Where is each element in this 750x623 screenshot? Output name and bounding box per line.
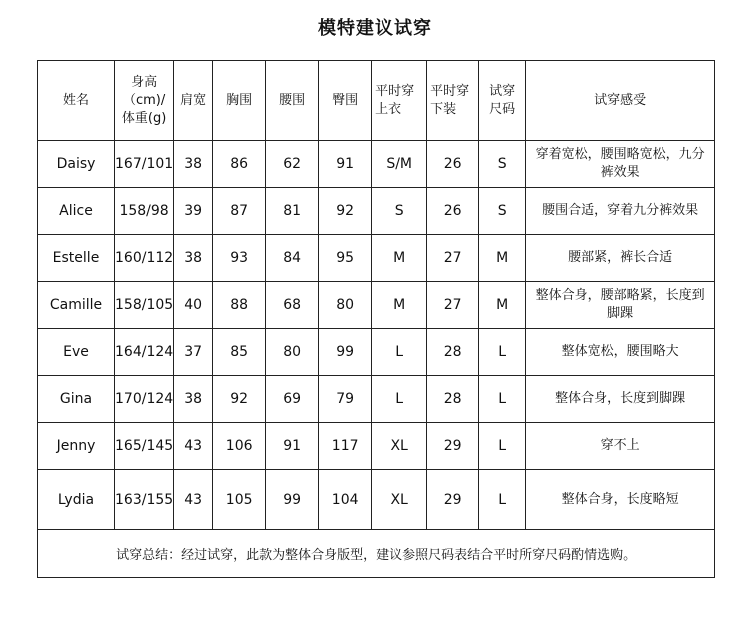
cell-feeling: 整体合身，长度到脚踝 (526, 376, 715, 423)
cell-chest: 105 (213, 470, 266, 530)
cell-shoulder: 37 (174, 329, 213, 376)
summary-text: 试穿总结：经过试穿，此款为整体合身版型，建议参照尺码表结合平时所穿尺码酌情选购。 (38, 530, 715, 578)
cell-shoulder: 38 (174, 141, 213, 188)
cell-hip: 99 (319, 329, 372, 376)
cell-try-size: S (479, 188, 526, 235)
header-usual-top-line1: 平时穿 (375, 83, 415, 99)
cell-usual-bottom: 28 (427, 376, 479, 423)
cell-name: Alice (38, 188, 115, 235)
cell-usual-top: XL (372, 423, 427, 470)
cell-hip: 117 (319, 423, 372, 470)
cell-try-size: L (479, 376, 526, 423)
table-row (38, 376, 715, 423)
cell-try-size: S (479, 141, 526, 188)
cell-usual-bottom: 26 (427, 141, 479, 188)
header-usual-top (372, 61, 427, 141)
header-usual-bottom-line2: 下装 (430, 101, 457, 117)
table-row (38, 141, 715, 188)
header-height-weight-line2: （cm)/ (122, 92, 166, 108)
cell-shoulder: 43 (174, 470, 213, 530)
cell-try-size: M (479, 235, 526, 282)
cell-usual-top: M (372, 282, 427, 329)
cell-waist: 84 (266, 235, 319, 282)
header-chest: 胸围 (213, 61, 266, 141)
cell-waist: 91 (266, 423, 319, 470)
fit-table (37, 60, 715, 578)
cell-chest: 92 (213, 376, 266, 423)
cell-usual-bottom: 27 (427, 282, 479, 329)
cell-name: Gina (38, 376, 115, 423)
table-row (38, 235, 715, 282)
header-feeling: 试穿感受 (526, 61, 715, 141)
cell-feeling: 穿不上 (526, 423, 715, 470)
header-usual-bottom-line1: 平时穿 (430, 83, 470, 99)
cell-usual-bottom: 27 (427, 235, 479, 282)
header-height-weight-line3: 体重(g) (121, 110, 167, 126)
cell-try-size: L (479, 329, 526, 376)
header-waist: 腰围 (266, 61, 319, 141)
cell-feeling: 腰围合适，穿着九分裤效果 (526, 188, 715, 235)
cell-try-size: L (479, 470, 526, 530)
cell-waist: 68 (266, 282, 319, 329)
cell-height-weight: 167/101 (115, 141, 174, 188)
cell-hip: 104 (319, 470, 372, 530)
cell-height-weight: 158/98 (115, 188, 174, 235)
table-row (38, 188, 715, 235)
cell-chest: 87 (213, 188, 266, 235)
header-try-size-line2: 尺码 (489, 101, 516, 117)
cell-usual-top: S/M (372, 141, 427, 188)
cell-height-weight: 170/124 (115, 376, 174, 423)
header-usual-bottom (427, 61, 479, 141)
cell-usual-bottom: 29 (427, 470, 479, 530)
cell-name: Camille (38, 282, 115, 329)
cell-name: Estelle (38, 235, 115, 282)
cell-height-weight: 165/145 (115, 423, 174, 470)
cell-usual-top: S (372, 188, 427, 235)
cell-feeling: 腰部紧，裤长合适 (526, 235, 715, 282)
table-row (38, 470, 715, 530)
table-row (38, 329, 715, 376)
cell-try-size: L (479, 423, 526, 470)
cell-name: Eve (38, 329, 115, 376)
header-hip: 臀围 (319, 61, 372, 141)
header-height-weight (115, 61, 174, 141)
cell-shoulder: 38 (174, 376, 213, 423)
cell-hip: 92 (319, 188, 372, 235)
cell-name: Jenny (38, 423, 115, 470)
cell-shoulder: 43 (174, 423, 213, 470)
cell-chest: 86 (213, 141, 266, 188)
cell-try-size: M (479, 282, 526, 329)
cell-feeling: 整体宽松，腰围略大 (526, 329, 715, 376)
cell-hip: 95 (319, 235, 372, 282)
header-usual-top-line2: 上衣 (375, 101, 402, 117)
cell-usual-bottom: 29 (427, 423, 479, 470)
header-name: 姓名 (38, 61, 115, 141)
cell-waist: 62 (266, 141, 319, 188)
cell-shoulder: 40 (174, 282, 213, 329)
cell-waist: 69 (266, 376, 319, 423)
header-height-weight-line1: 身高 (131, 74, 158, 90)
cell-feeling: 穿着宽松，腰围略宽松，九分裤效果 (526, 141, 715, 188)
cell-usual-top: XL (372, 470, 427, 530)
cell-usual-top: M (372, 235, 427, 282)
table-row (38, 282, 715, 329)
header-try-size-line1: 试穿 (489, 83, 516, 99)
cell-height-weight: 160/112 (115, 235, 174, 282)
header-try-size (479, 61, 526, 141)
cell-height-weight: 163/155 (115, 470, 174, 530)
cell-shoulder: 38 (174, 235, 213, 282)
cell-hip: 79 (319, 376, 372, 423)
table-row (38, 423, 715, 470)
cell-height-weight: 164/124 (115, 329, 174, 376)
cell-hip: 91 (319, 141, 372, 188)
cell-feeling: 整体合身，长度略短 (526, 470, 715, 530)
cell-height-weight: 158/105 (115, 282, 174, 329)
cell-usual-bottom: 26 (427, 188, 479, 235)
cell-shoulder: 39 (174, 188, 213, 235)
cell-waist: 99 (266, 470, 319, 530)
cell-feeling: 整体合身，腰部略紧，长度到脚踝 (526, 282, 715, 329)
cell-chest: 85 (213, 329, 266, 376)
header-shoulder: 肩宽 (174, 61, 213, 141)
cell-usual-bottom: 28 (427, 329, 479, 376)
header-row (38, 61, 715, 141)
cell-chest: 93 (213, 235, 266, 282)
cell-waist: 81 (266, 188, 319, 235)
cell-chest: 88 (213, 282, 266, 329)
cell-name: Lydia (38, 470, 115, 530)
cell-name: Daisy (38, 141, 115, 188)
summary-row (38, 530, 715, 578)
cell-waist: 80 (266, 329, 319, 376)
cell-hip: 80 (319, 282, 372, 329)
cell-usual-top: L (372, 329, 427, 376)
page-title: 模特建议试穿 (318, 18, 432, 39)
cell-usual-top: L (372, 376, 427, 423)
cell-chest: 106 (213, 423, 266, 470)
